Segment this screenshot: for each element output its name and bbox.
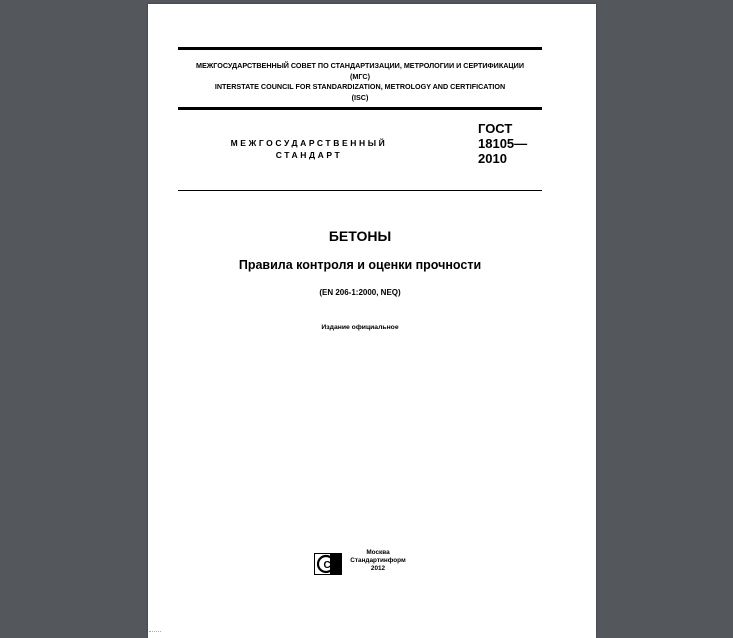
publication-year: 2012 [370,565,386,572]
standartinform-logo-icon [314,553,342,575]
standard-designation [478,121,527,166]
designation-year: 2010 [478,151,507,166]
designation-rule [178,190,542,191]
publisher-text [346,549,410,573]
designation-number: 18105— [478,136,528,151]
publisher-city: Москва [366,549,390,556]
council-name-block [178,61,542,103]
council-abbr-en: (ISC) [351,92,369,102]
logo-letters: Cи [323,560,337,571]
document-subtitle: Правила контроля и оценки прочности [238,258,482,272]
top-rule [178,47,542,50]
standard-reference: (EN 206-1:2000, NEQ) [319,288,401,297]
standard-label-line1: МЕЖГОСУДАРСТВЕННЫЙ [230,138,388,148]
standard-label [204,137,414,161]
edition-note: Издание официальное [321,324,399,331]
council-name-en: INTERSTATE COUNCIL FOR STANDARDIZATION, METROLOGY AND CERTIFICATION [214,82,506,91]
document-title: БЕТОНЫ [328,228,392,244]
designation-gost: ГОСТ [478,121,513,136]
council-abbr-ru: (МГС) [350,71,370,81]
standard-label-line2: СТАНДАРТ [275,150,343,160]
publisher-name: Стандартинформ [350,557,406,564]
document-page [148,4,596,638]
page-corner-mark [149,631,161,634]
publisher-block [314,549,424,579]
header-rule [178,107,542,110]
council-name-ru: МЕЖГОСУДАРСТВЕННЫЙ СОВЕТ ПО СТАНДАРТИЗАЦИИ, МЕТРОЛОГИИ И СЕРТИФИКАЦИИ [195,61,525,70]
